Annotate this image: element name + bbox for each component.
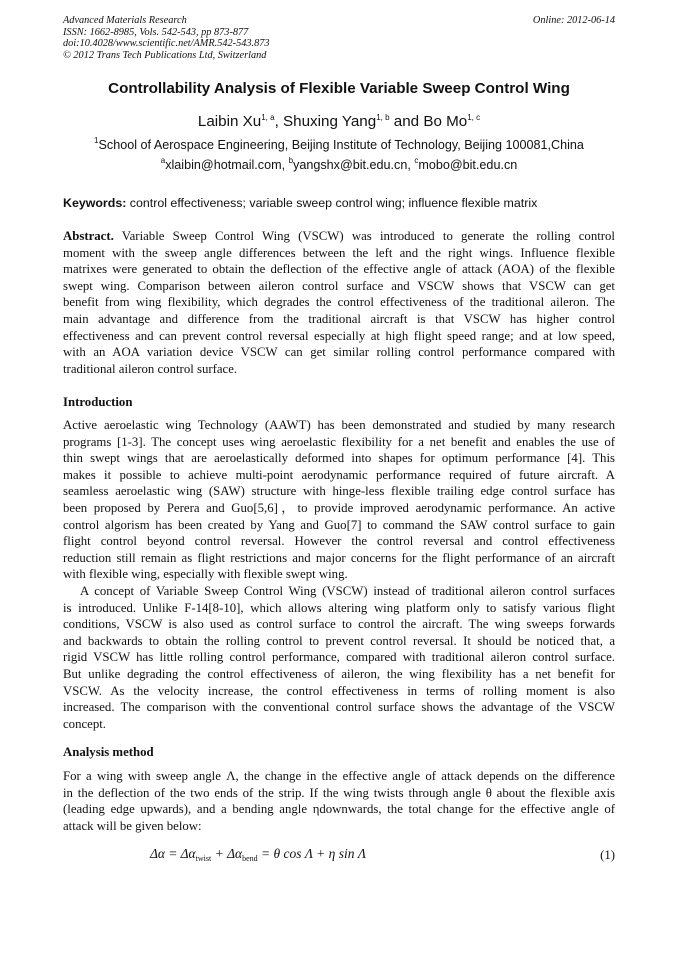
author-name: Laibin Xu <box>197 113 262 130</box>
body-line: conditions, VSCW is also used as control surface to control the aircraft. The wing sweeps forwards <box>63 617 615 632</box>
author-affil-mark: 1, b <box>376 113 390 122</box>
abstract-line: Abstract. Variable Sweep Control Wing (VSCW) was introduced to generate the rolling control <box>63 229 615 243</box>
author-affil-mark: 1, c <box>467 113 481 122</box>
analysis-method-body <box>63 768 615 834</box>
equation-middle: + Δα <box>211 846 243 861</box>
body-line: programs [1-3]. The concept uses wing aeroelastic flexibility for a net benefit and enables the use of <box>63 434 615 449</box>
abstract-line: moment with the sweep angle differences between the left and the right wings. Influence flexible <box>63 245 615 260</box>
body-line: control algorism has been created by Yang and Guo[7] to command the SAW control surface to gain <box>63 517 615 532</box>
paper-title: Controllability Analysis of Flexible Variable Sweep Control Wing <box>108 80 570 97</box>
abstract-line: with an AOA variation device VSCW can get similar rolling control performance compared with <box>63 345 615 360</box>
body-line: seamless aeroelastic wing (SAW) structure with hinge-less flexible trailing edge control surface has <box>63 484 615 499</box>
affiliation <box>40 138 638 152</box>
abstract-line: benefit from wing flexibility, which degrades the control effectiveness of the traditional aileron. The <box>63 295 615 310</box>
keywords-text: control effectiveness; variable sweep control wing; influence flexible matrix <box>126 196 538 210</box>
abstract-label: Abstract. <box>63 229 114 243</box>
body-line: A concept of Variable Sweep Control Wing (VSCW) instead of traditional aileron control surfaces <box>80 583 615 598</box>
body-line: with flexible wing, especially with flexible swept wing. <box>63 567 348 582</box>
body-line: increased. The comparison with the conventional control surface shows the advantage of the VSCW <box>63 700 615 715</box>
online-date: Online: 2012-06-14 <box>532 15 615 26</box>
journal-header <box>63 15 615 61</box>
body-line: concept. <box>63 716 106 731</box>
abstract-line: traditional aileron control surface. <box>63 361 238 376</box>
email-address: xlaibin@hotmail.com, <box>165 158 289 172</box>
body-line: (leading edge upwards), and a bending angle ηdownwards, the total change for the effective angle of <box>63 802 615 817</box>
equation-subscript-twist: twist <box>195 854 212 863</box>
author-list <box>40 113 638 130</box>
affiliation-mark: 1 <box>94 136 99 145</box>
equation-1 <box>150 846 366 863</box>
journal-copyright: © 2012 Trans Tech Publications Ltd, Switzerland <box>63 49 267 61</box>
body-line: and backwards to obtain the rolling control to prevent control reversal. It should be noticed that, a <box>63 633 615 648</box>
equation-subscript-bend: bend <box>242 854 258 863</box>
author-affil-mark: 1, a <box>261 113 275 122</box>
body-line: VSCW. As the velocity increase, the control effectiveness in terms of rolling moment is also <box>63 683 615 698</box>
body-line: in the deflection of the two ends of the strip. If the wing twists through angle θ about the flexible axis <box>63 785 615 800</box>
email-mark: a <box>160 156 166 165</box>
body-line: makes it possible to achieve multi-point aerodynamic performance required of future aircraft. A <box>63 467 615 482</box>
abstract-line: matrixes were generated to obtain the deflection of the effective angle of attack (AOA) of the flexible <box>63 262 615 277</box>
body-line: rigid VSCW has little rolling control performance, compared with traditional aileron control surface. <box>63 650 615 665</box>
journal-issn: ISSN: 1662-8985, Vols. 542-543, pp 873-877 <box>63 26 249 38</box>
abstract <box>63 228 615 377</box>
body-line: For a wing with sweep angle Λ, the change in the effective angle of attack depends on the difference <box>63 769 615 783</box>
equation-rhs: = θ cos Λ + η sin Λ <box>257 846 367 861</box>
author-name: Shuxing Yang <box>283 113 377 130</box>
body-line: flight control beyond control reversal. However the control reversal and control effectiveness <box>63 534 615 549</box>
author-name: Bo Mo <box>423 113 468 130</box>
abstract-line: swept wing. Comparison between aileron control surface and VSCW shows that VSCW can get <box>63 278 615 293</box>
introduction-body <box>63 417 615 732</box>
body-line: reduction still remain as flight restrictions and major concerns for the flight performance of an aircraft <box>63 550 615 565</box>
body-line: But unlike degrading the control effectiveness of aileron, the wing flexibility has a net benefit for <box>63 666 615 681</box>
affiliation-text: School of Aerospace Engineering, Beijing Institute of Technology, Beijing 100081,China <box>98 138 584 152</box>
keywords <box>63 196 615 210</box>
body-line: Active aeroelastic wing Technology (AAWT) has been demonstrated and studied by many research <box>63 418 615 432</box>
section-heading-analysis-method: Analysis method <box>63 745 154 759</box>
abstract-line: effectiveness and can prevent control reversal especially at high flight speed range; and at low speed, <box>63 328 615 343</box>
author-emails <box>40 158 638 172</box>
abstract-line: main advantage and difference from the traditional aircraft is that VSCW has higher control <box>63 311 615 326</box>
equation-lhs: Δα = Δα <box>150 846 196 861</box>
body-line: thin swept wings that are aeroelastically deformed into shapes for optimum performance [4]. This <box>63 451 615 466</box>
section-heading-introduction: Introduction <box>63 395 133 409</box>
email-mark: b <box>288 156 294 165</box>
journal-doi: doi:10.4028/www.scientific.net/AMR.542-543.873 <box>63 38 270 50</box>
body-line: attack will be given below: <box>63 818 202 833</box>
journal-name: Advanced Materials Research <box>63 15 187 26</box>
author-separator: , <box>274 113 284 130</box>
body-line: is introduced. Unlike F-14[8-10], which allows altering wing platform only to satisfy various flight <box>63 600 615 615</box>
keywords-label: Keywords: <box>63 196 127 210</box>
equation-number: (1) <box>600 848 615 862</box>
author-separator: and <box>389 113 424 130</box>
email-mark: c <box>414 156 419 165</box>
email-address: yangshx@bit.edu.cn, <box>293 158 415 172</box>
body-line: been proposed by Perera and Guo[5,6]，to provide improved aerodynamic performance. An active <box>63 500 615 515</box>
email-address: mobo@bit.edu.cn <box>418 158 518 172</box>
